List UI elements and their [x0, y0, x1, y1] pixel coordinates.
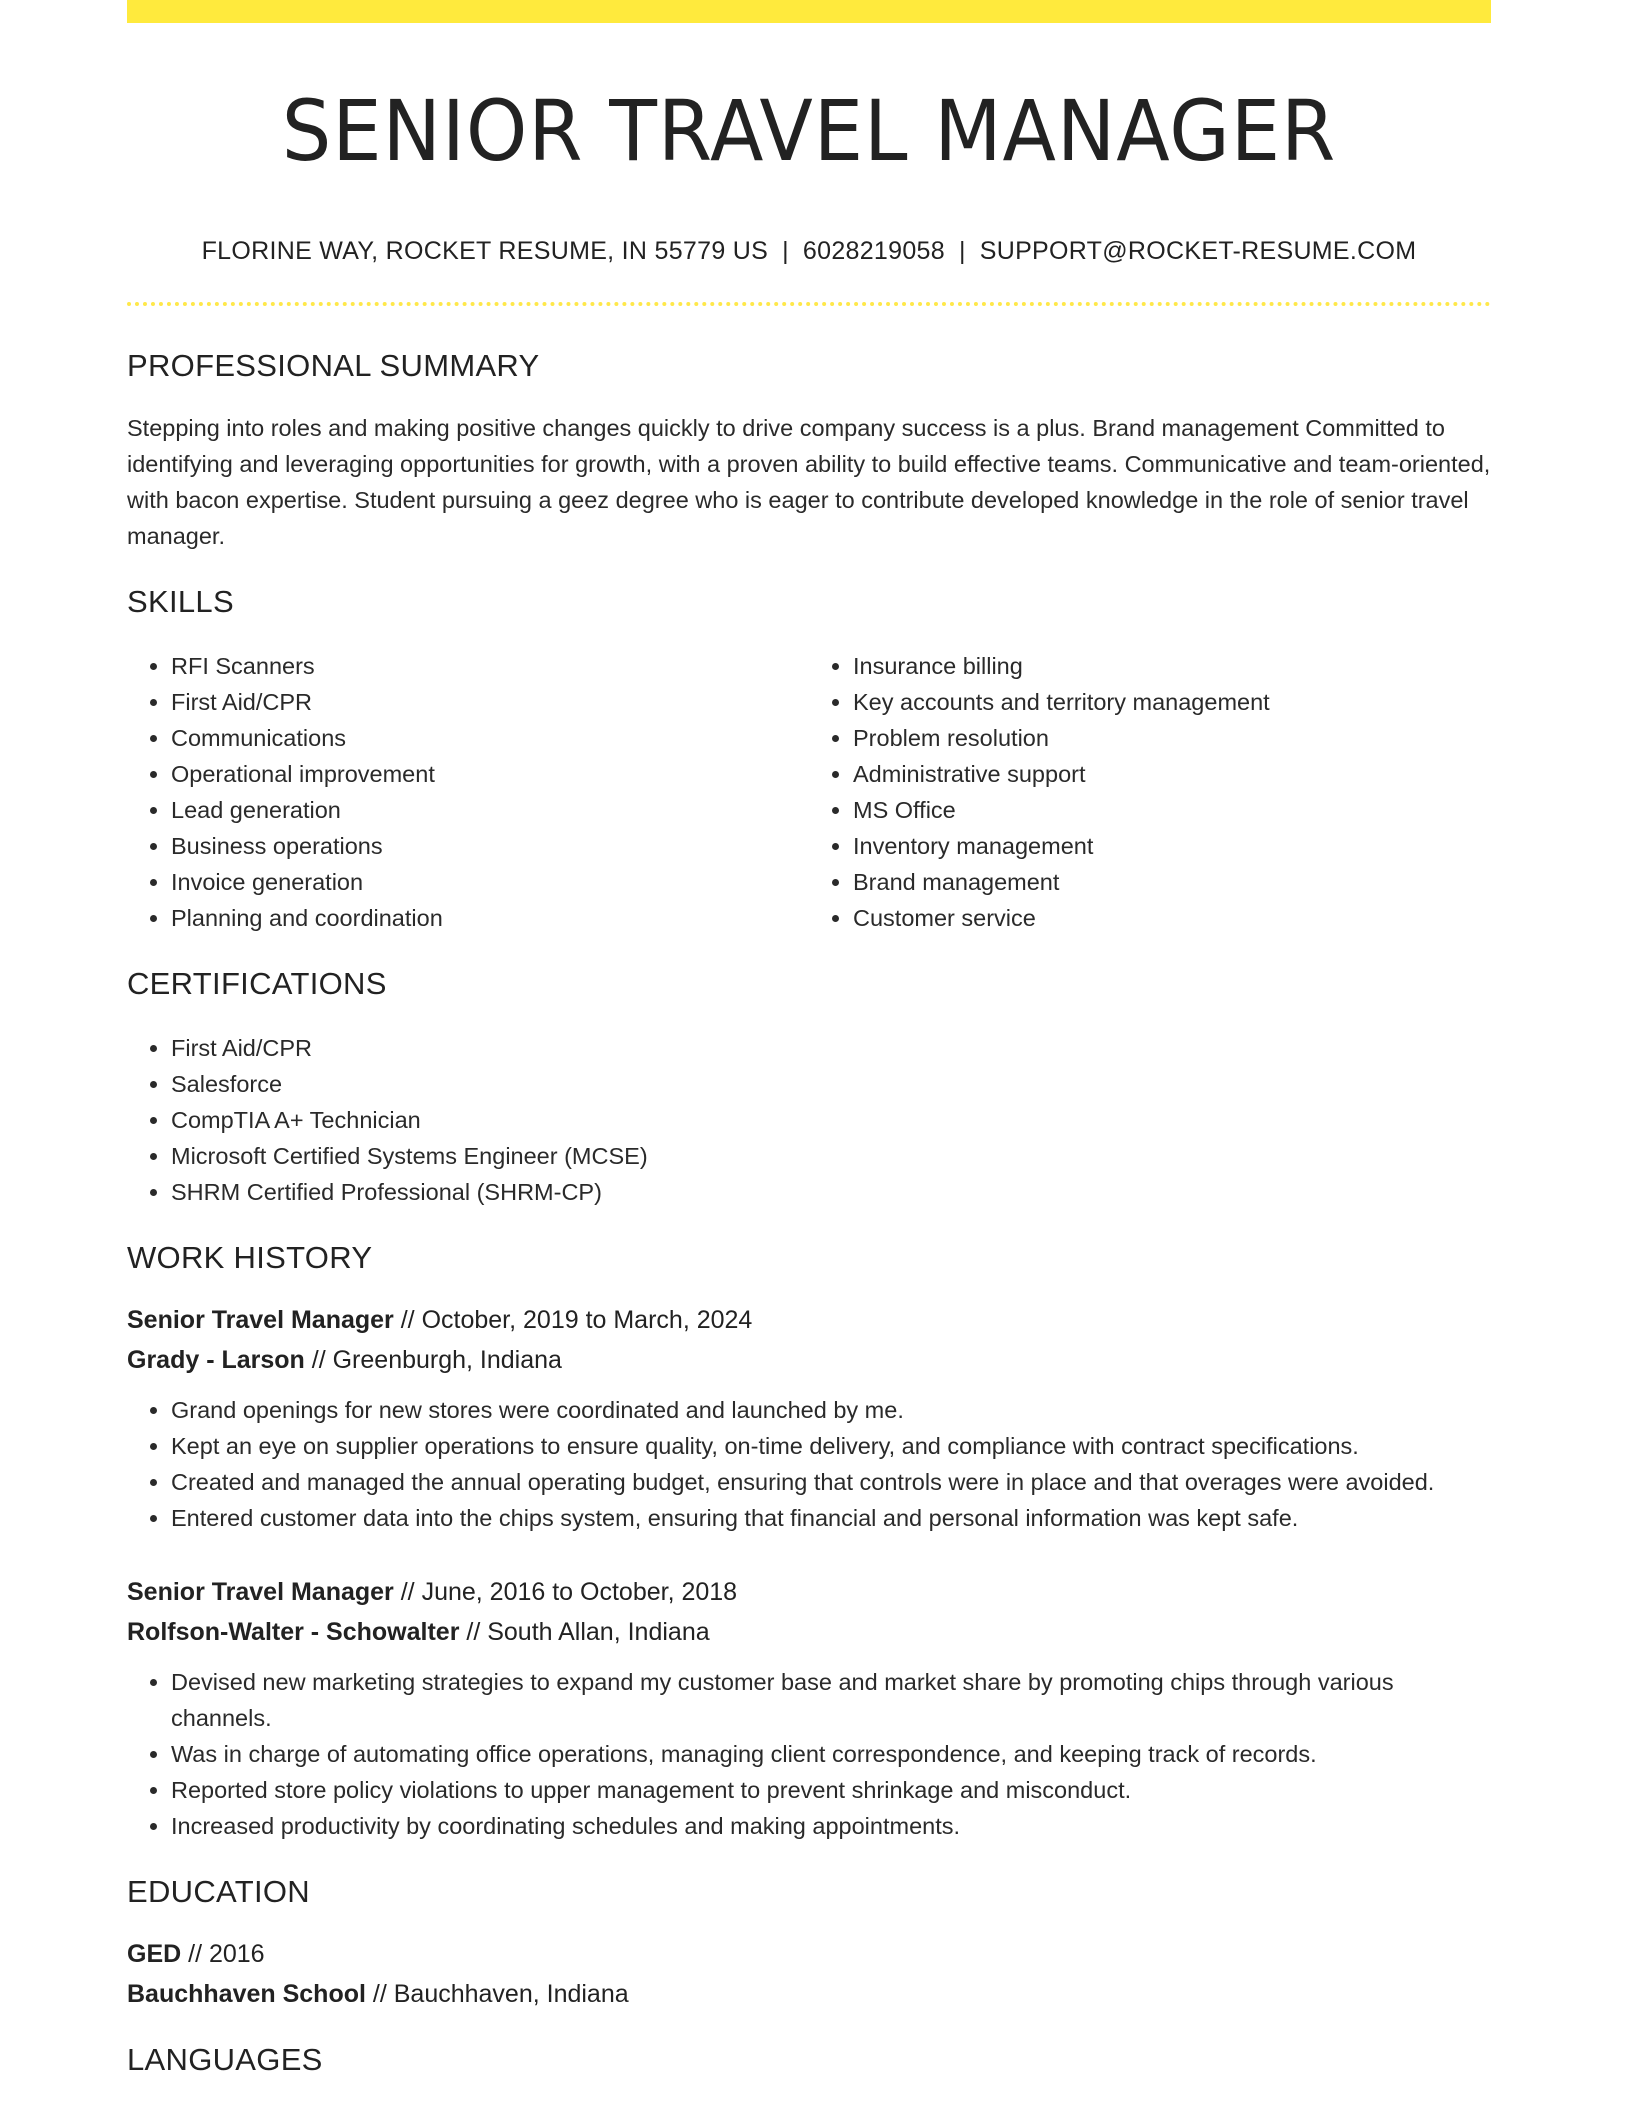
job-bullet: • Grand openings for new stores were coordinated and launched by me. — [171, 1392, 1491, 1428]
job-company-line — [127, 1612, 1491, 1652]
job-company-line — [127, 1340, 1491, 1380]
skill-item: • RFI Scanners — [171, 648, 809, 684]
resume-title: SENIOR TRAVEL MANAGER — [281, 82, 1337, 180]
job-location: // South Allan, Indiana — [459, 1618, 710, 1647]
certification-item: • SHRM Certified Professional (SHRM-CP) — [171, 1174, 1491, 1210]
skills-column-right — [809, 648, 1491, 936]
contact-address: FLORINE WAY, ROCKET RESUME, IN 55779 US — [201, 237, 769, 266]
skill-item: • Business operations — [171, 828, 809, 864]
education-school: Bauchhaven School — [127, 1980, 366, 2009]
dotted-divider — [127, 302, 1491, 306]
job-bullets — [127, 1392, 1491, 1536]
education-degree-line — [127, 1934, 1491, 1974]
certifications-list — [127, 1030, 1491, 1210]
education-entry — [127, 1934, 1491, 2014]
skill-item: • Brand management — [853, 864, 1491, 900]
job-bullet: • Entered customer data into the chips system, ensuring that financial and personal information was kept safe. — [171, 1500, 1491, 1536]
job-entry — [127, 1300, 1491, 1536]
skill-item: • MS Office — [853, 792, 1491, 828]
job-role-line — [127, 1300, 1491, 1340]
certifications-heading: CERTIFICATIONS — [127, 966, 387, 1002]
work-history-heading: WORK HISTORY — [127, 1240, 373, 1276]
job-bullet: • Reported store policy violations to upper management to prevent shrinkage and misconduct. — [171, 1772, 1491, 1808]
skill-item: • Problem resolution — [853, 720, 1491, 756]
skill-item: • Inventory management — [853, 828, 1491, 864]
contact-separator: | — [958, 237, 966, 266]
job-bullet: • Created and managed the annual operating budget, ensuring that controls were in place and that overages were avoided. — [171, 1464, 1491, 1500]
languages-heading: LANGUAGES — [127, 2042, 323, 2078]
job-company: Grady - Larson — [127, 1346, 305, 1375]
skill-item: • Administrative support — [853, 756, 1491, 792]
certification-item: • First Aid/CPR — [171, 1030, 1491, 1066]
skill-item: • Operational improvement — [171, 756, 809, 792]
certification-item: • Salesforce — [171, 1066, 1491, 1102]
education-year: // 2016 — [181, 1940, 265, 1969]
job-company: Rolfson-Walter - Schowalter — [127, 1618, 460, 1647]
education-location: // Bauchhaven, Indiana — [365, 1980, 629, 2009]
job-role: Senior Travel Manager — [127, 1306, 394, 1335]
education-heading: EDUCATION — [127, 1874, 310, 1910]
resume-page — [127, 0, 1491, 2078]
job-bullet: • Devised new marketing strategies to expand my customer base and market share by promoting chips through various channels. — [171, 1664, 1491, 1736]
contact-phone: 6028219058 — [802, 237, 945, 266]
contact-separator: | — [782, 237, 789, 266]
job-role-line — [127, 1572, 1491, 1612]
summary-text: Stepping into roles and making positive changes quickly to drive company success is a plus. Brand management Committed to identifying and leveraging opportunities for growth, with a proven ability to build effective teams. Communicative and team-oriented, with bacon expertise. Student pursuing a geez degree who is eager to contribute developed knowledge in the role of senior travel manager. — [127, 415, 1491, 550]
skill-item: • Lead generation — [171, 792, 809, 828]
job-location: // Greenburgh, Indiana — [304, 1346, 562, 1375]
skills-heading: SKILLS — [127, 584, 234, 620]
job-dates: // October, 2019 to March, 2024 — [393, 1306, 753, 1335]
job-entry — [127, 1572, 1491, 1844]
skill-item: • Key accounts and territory management — [853, 684, 1491, 720]
education-school-line — [127, 1974, 1491, 2014]
job-bullet: • Kept an eye on supplier operations to ensure quality, on-time delivery, and compliance with contract specifications. — [171, 1428, 1491, 1464]
skill-item: • Customer service — [853, 900, 1491, 936]
contact-line — [127, 237, 1491, 266]
job-bullet: • Was in charge of automating office operations, managing client correspondence, and keeping track of records. — [171, 1736, 1491, 1772]
skill-item: • Insurance billing — [853, 648, 1491, 684]
skills-list — [127, 648, 1491, 936]
contact-email: SUPPORT@ROCKET-RESUME.COM — [979, 237, 1417, 266]
job-bullets — [127, 1664, 1491, 1844]
summary-heading: PROFESSIONAL SUMMARY — [127, 348, 540, 384]
job-role: Senior Travel Manager — [127, 1578, 394, 1607]
job-dates: // June, 2016 to October, 2018 — [393, 1578, 738, 1607]
skill-item: • Communications — [171, 720, 809, 756]
accent-top-bar — [127, 0, 1491, 23]
certification-item: • Microsoft Certified Systems Engineer (MCSE) — [171, 1138, 1491, 1174]
education-degree: GED — [127, 1940, 182, 1969]
skill-item: • First Aid/CPR — [171, 684, 809, 720]
skill-item: • Planning and coordination — [171, 900, 809, 936]
skill-item: • Invoice generation — [171, 864, 809, 900]
skills-column-left — [127, 648, 809, 936]
job-bullet: • Increased productivity by coordinating schedules and making appointments. — [171, 1808, 1491, 1844]
certification-item: • CompTIA A+ Technician — [171, 1102, 1491, 1138]
